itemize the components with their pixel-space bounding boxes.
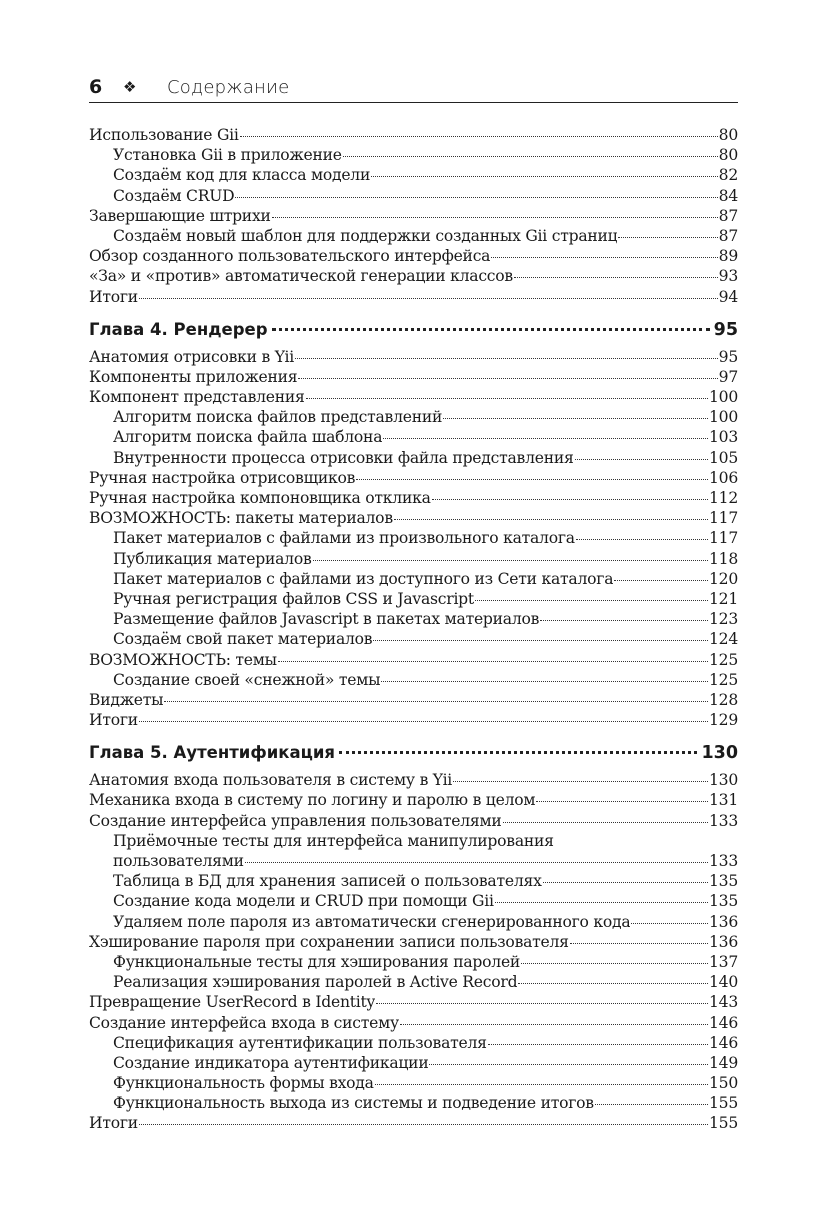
dot-leader (373, 640, 708, 641)
toc-entry-page: 80 (718, 146, 738, 165)
toc-entry[interactable] (89, 570, 738, 590)
toc-entry[interactable] (89, 610, 738, 630)
toc-entry-page: 128 (708, 690, 738, 709)
toc-entry-page: 131 (708, 791, 738, 810)
toc-entry-title: ВОЗМОЖНОСТЬ: темы (89, 650, 277, 669)
dot-leader (139, 1124, 708, 1125)
toc-entry-page: 80 (718, 126, 738, 144)
dot-leader (503, 822, 708, 823)
dot-leader (339, 751, 697, 754)
toc-entry[interactable] (89, 368, 738, 388)
toc-entry[interactable] (89, 812, 738, 832)
toc-entry-title: Использование Gii (89, 126, 239, 144)
toc-entry-title: Завершающие штрихи (89, 206, 271, 225)
toc-entry-title: Алгоритм поиска файлов представлений (113, 408, 443, 427)
dot-leader (139, 721, 708, 722)
toc-entry-title: Алгоритм поиска файла шаблона (113, 428, 383, 447)
toc-entry[interactable] (89, 913, 738, 933)
toc-entry[interactable] (89, 469, 738, 489)
toc-entry[interactable] (89, 207, 738, 227)
toc-entry-page: 117 (708, 529, 738, 548)
toc-entry-title: Таблица в БД для хранения записей о пользователях (113, 872, 542, 891)
toc-entry-page: 149 (708, 1053, 738, 1072)
dot-leader (375, 1084, 708, 1085)
toc-entry[interactable] (89, 408, 738, 428)
toc-entry[interactable] (89, 428, 738, 448)
toc-entry-title: Ручная настройка компоновщика отклика (89, 489, 431, 507)
toc-entry-title: Компоненты приложения (89, 367, 298, 386)
toc-entry[interactable] (89, 227, 738, 247)
toc-entry-title: Публикация материалов (113, 549, 312, 568)
toc-entry[interactable] (89, 550, 738, 570)
dot-leader (306, 398, 708, 399)
dot-leader (575, 459, 708, 460)
toc-entry-title: Итоги (89, 711, 138, 730)
toc-entry[interactable] (89, 630, 738, 650)
toc-entry-page: 125 (708, 650, 738, 669)
dot-leader (298, 378, 717, 379)
toc-entry[interactable] (89, 1074, 738, 1094)
page-number: 6 (89, 76, 103, 98)
toc-entry[interactable] (89, 872, 738, 892)
toc-entry-page: 100 (708, 388, 738, 407)
toc-entry-title: Установка Gii в приложение (113, 146, 342, 165)
dot-leader (475, 600, 708, 601)
toc-entry-page: 155 (708, 1114, 738, 1133)
toc-entry-page: 135 (708, 872, 738, 891)
dot-leader (272, 328, 710, 331)
toc-entry[interactable] (89, 771, 738, 791)
toc-entry[interactable] (89, 711, 738, 731)
toc-entry-page: 130 (708, 771, 738, 790)
dot-leader (139, 298, 718, 299)
dot-leader (381, 681, 708, 682)
dot-leader (295, 358, 718, 359)
toc-entry[interactable] (89, 449, 738, 469)
toc-entry-title: ВОЗМОЖНОСТЬ: пакеты материалов (89, 509, 393, 528)
chapter-page-number: 130 (701, 743, 738, 764)
toc-entry[interactable] (89, 187, 738, 207)
toc-entry-page: 124 (708, 630, 738, 649)
toc-entry-title-line2: пользователями (113, 852, 244, 870)
dot-leader (343, 156, 718, 157)
dot-leader (240, 136, 718, 137)
toc-entry-page: 93 (718, 267, 738, 286)
dot-leader (631, 923, 708, 924)
toc-entry-page: 140 (708, 973, 738, 992)
toc-entry[interactable] (89, 288, 738, 308)
toc-entry-page: 155 (708, 1094, 738, 1113)
toc-entry[interactable] (89, 1114, 738, 1134)
dot-leader (429, 1064, 708, 1065)
toc-entry[interactable] (89, 791, 738, 811)
toc-entry-title: Анатомия входа пользователя в систему в Yii (89, 771, 453, 790)
chapter-title: Глава 4. Рендерер (89, 319, 268, 339)
toc-page (89, 74, 738, 1135)
dot-leader (164, 701, 708, 702)
dot-leader (356, 479, 708, 480)
toc-entry-page: 137 (708, 952, 738, 971)
toc-entry[interactable] (89, 146, 738, 166)
toc-entry-page: 118 (708, 549, 738, 568)
toc-entry-page: 106 (708, 468, 738, 487)
toc-entry-title: Анатомия отрисовки в Yii (89, 347, 294, 366)
toc-entry-page: 94 (718, 287, 738, 306)
dot-leader (278, 661, 708, 662)
toc-entry[interactable] (89, 671, 738, 691)
dot-leader (376, 1003, 708, 1004)
dot-leader (383, 438, 708, 439)
toc-entry-title: Хэширование пароля при сохранении записи пользователя (89, 932, 569, 951)
toc-entry-title: Создание интерфейса входа в систему (89, 1013, 399, 1032)
toc-entry[interactable] (89, 651, 738, 671)
chapter-heading-5[interactable] (89, 743, 738, 771)
toc-entry[interactable] (89, 166, 738, 186)
toc-entry-title: Реализация хэширования паролей в Active Record (113, 973, 518, 992)
toc-entry[interactable] (89, 953, 738, 973)
toc-entry-wrapped-cont[interactable] (89, 852, 738, 872)
toc-entry[interactable] (89, 973, 738, 993)
toc-entry-page: 135 (708, 892, 738, 911)
dot-leader (495, 902, 708, 903)
dot-leader (576, 539, 708, 540)
toc-entry-page: 133 (708, 852, 738, 870)
toc-entry[interactable] (89, 892, 738, 912)
chapter-title: Глава 5. Аутентификация (89, 743, 336, 763)
toc-entry-page: 105 (708, 448, 738, 467)
toc-entry[interactable] (89, 348, 738, 368)
toc-entry[interactable] (89, 1054, 738, 1074)
dot-leader (536, 801, 708, 802)
toc-section-chapter-5a (89, 771, 738, 832)
toc-entry[interactable] (89, 933, 738, 953)
toc-entry-title: Компонент представления (89, 388, 305, 407)
toc-entry-title: Создание индикатора аутентификации (113, 1053, 429, 1072)
toc-entry-title: Функциональность формы входа (113, 1074, 374, 1093)
toc-entry-title: Функциональные тесты для хэширования паролей (113, 952, 521, 971)
toc-entry-title: Создаём код для класса модели (113, 166, 371, 185)
toc-entry-page: 136 (708, 932, 738, 951)
toc-entry-page: 129 (708, 711, 738, 730)
dot-leader (443, 418, 708, 419)
dot-leader (491, 257, 717, 258)
dot-leader (432, 499, 708, 500)
toc-entry[interactable] (89, 1094, 738, 1114)
toc-entry-page: 89 (718, 247, 738, 266)
toc-entry-title: «За» и «против» автоматической генерации классов (89, 267, 513, 286)
toc-entry-title: Ручная настройка отрисовщиков (89, 468, 356, 487)
toc-entry-title: Итоги (89, 1114, 138, 1133)
toc-section-intro (89, 126, 738, 308)
dot-leader (570, 943, 708, 944)
toc-entry-title: Пакет материалов с файлами из произвольного каталога (113, 529, 575, 548)
toc-entry-title: Ручная регистрация файлов CSS и Javascript (113, 589, 474, 608)
toc-entry[interactable] (89, 489, 738, 509)
toc-entry-page: 87 (718, 226, 738, 245)
dot-leader (514, 277, 718, 278)
toc-entry-wrapped[interactable] (89, 832, 738, 852)
toc-entry-title: Механика входа в систему по логину и паролю в целом (89, 791, 536, 810)
toc-entry-title: Размещение файлов Javascript в пакетах материалов (113, 610, 540, 629)
toc-entry-title: Создаём свой пакет материалов (113, 630, 373, 649)
toc-entry-title: Пакет материалов с файлами из доступного из Сети каталога (113, 569, 614, 588)
dot-leader (521, 963, 708, 964)
toc-entry-page: 117 (708, 509, 738, 528)
dot-leader (394, 519, 708, 520)
toc-entry-page: 121 (708, 589, 738, 608)
toc-entry-page: 84 (718, 186, 738, 205)
dot-leader (453, 781, 708, 782)
toc-entry-title: Итоги (89, 287, 138, 306)
toc-entry-page: 82 (718, 166, 738, 185)
toc-entry-page: 150 (708, 1074, 738, 1093)
dot-leader (313, 560, 708, 561)
toc-entry-page: 112 (708, 489, 738, 507)
ornament-icon: ❖ (123, 78, 137, 96)
toc-section-chapter-5b (89, 872, 738, 1134)
toc-entry[interactable] (89, 247, 738, 267)
dot-leader (595, 1104, 708, 1105)
dot-leader (371, 176, 718, 177)
chapter-heading-4[interactable] (89, 320, 738, 348)
toc-entry-page: 146 (708, 1013, 738, 1032)
toc-entry-page: 133 (708, 811, 738, 830)
toc-entry-page: 103 (708, 428, 738, 447)
toc-entry[interactable] (89, 267, 738, 287)
toc-entry-page: 143 (708, 993, 738, 1012)
toc-entry-title: Создаём CRUD (113, 186, 235, 205)
dot-leader (614, 580, 708, 581)
toc-entry[interactable] (89, 691, 738, 711)
dot-leader (543, 882, 708, 883)
chapter-page-number: 95 (713, 319, 738, 340)
toc-entry-title: Функциональность выхода из системы и подведение итогов (113, 1094, 594, 1113)
toc-entry-page: 95 (718, 347, 738, 366)
toc-entry-title: Создание кода модели и CRUD при помощи Gii (113, 892, 494, 911)
toc-entry-title: Удаляем поле пароля из автоматически сгенерированного кода (113, 912, 631, 931)
toc-entry[interactable] (89, 126, 738, 146)
dot-leader (488, 1044, 708, 1045)
toc-entry[interactable] (89, 590, 738, 610)
dot-leader (272, 217, 718, 218)
dot-leader (235, 197, 717, 198)
toc-entry[interactable] (89, 509, 738, 529)
toc-entry[interactable] (89, 1014, 738, 1034)
toc-entry-title: Виджеты (89, 690, 164, 709)
running-head (89, 74, 738, 103)
toc-entry-title: Спецификация аутентификации пользователя (113, 1033, 487, 1052)
toc-entry-page: 87 (718, 206, 738, 225)
toc-entry[interactable] (89, 529, 738, 549)
toc-entry-title: Превращение UserRecord в Identity (89, 993, 376, 1012)
toc-entry-title: Создаём новый шаблон для поддержки созданных Gii страниц (113, 226, 618, 245)
toc-entry-title: Создание интерфейса управления пользователями (89, 811, 502, 830)
toc-section-chapter-4 (89, 348, 738, 732)
dot-leader (245, 862, 708, 863)
dot-leader (618, 237, 717, 238)
dot-leader (518, 983, 708, 984)
dot-leader (540, 620, 708, 621)
toc-entry-page: 136 (708, 912, 738, 931)
toc-entry[interactable] (89, 388, 738, 408)
toc-entry-title-line1: Приёмочные тесты для интерфейса манипулирования (113, 831, 554, 850)
toc-entry-page: 123 (708, 610, 738, 629)
toc-entry-page: 146 (708, 1033, 738, 1052)
toc-entry-page: 125 (708, 670, 738, 689)
toc-entry-title: Внутренности процесса отрисовки файла представления (113, 448, 574, 467)
toc-entry-page: 100 (708, 408, 738, 427)
table-of-contents (89, 126, 738, 1135)
running-title: Содержание (167, 76, 290, 98)
toc-entry-title: Создание своей «снежной» темы (113, 670, 381, 689)
toc-entry[interactable] (89, 1034, 738, 1054)
toc-entry[interactable] (89, 993, 738, 1013)
toc-entry-page: 120 (708, 569, 738, 588)
dot-leader (400, 1024, 708, 1025)
toc-entry-title: Обзор созданного пользовательского интерфейса (89, 247, 491, 266)
toc-entry-page: 97 (718, 367, 738, 386)
